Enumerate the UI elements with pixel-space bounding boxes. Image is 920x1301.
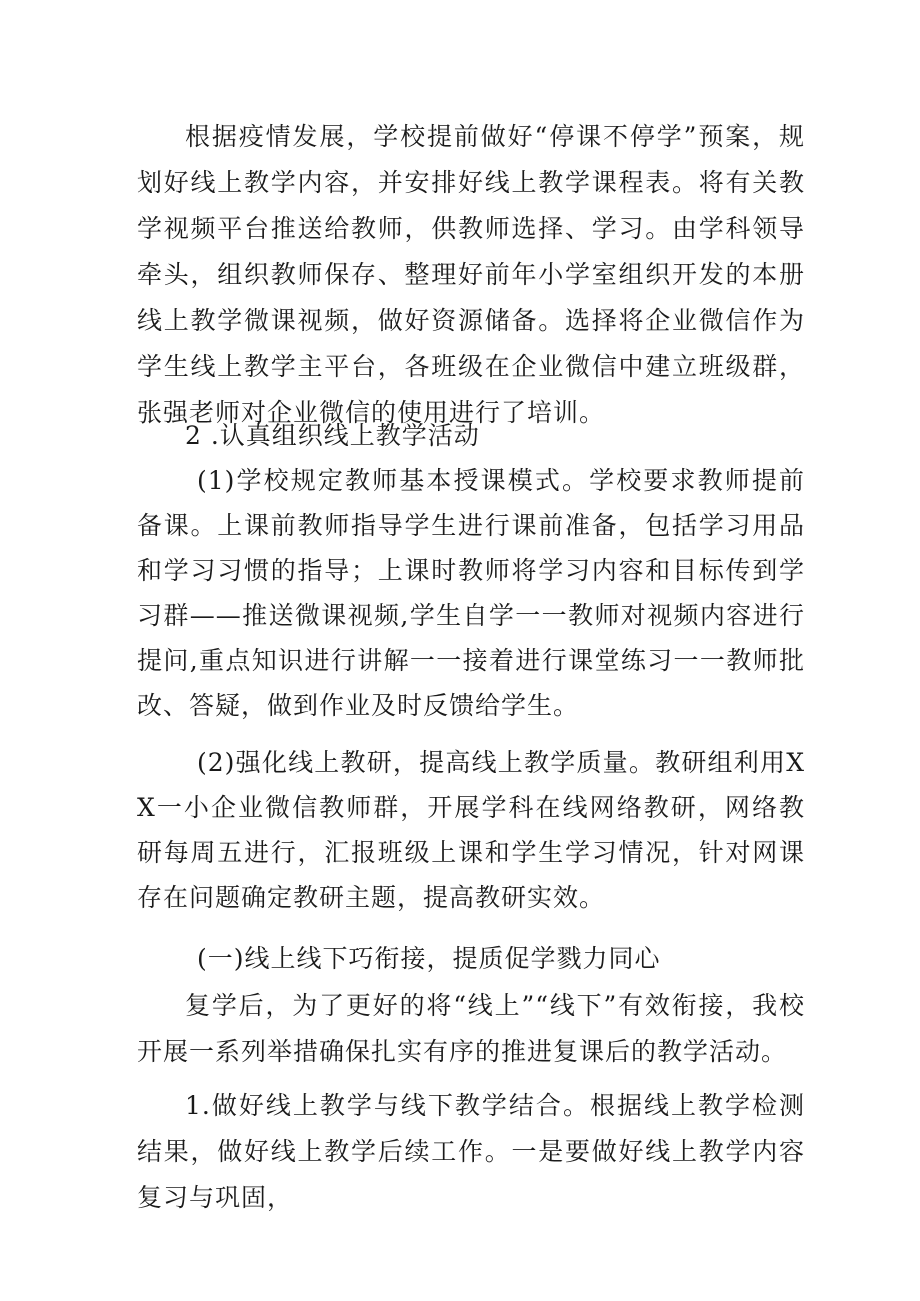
paragraph-teaching-mode: (1)学校规定教师基本授课模式。学校要求教师提前备课。上课前教师指导学生进行课前准备，包括学习用品和学习习惯的指导；上课时教师将学习内容和目标传到学习群——推送微课视频,学生自学一一教师对视频内容进行提问,重点知识进行讲解一一接着进行课堂练习一一教师批改、答疑，做到作业及时反馈给学生。 — [137, 466, 805, 720]
paragraph-combine-teaching: 1.做好线上教学与线下教学结合。根据线上教学检测结果，做好线上教学后续工作。一是要做好线上教学内容复习与巩固， — [137, 1091, 805, 1212]
paragraph-online-research: (2)强化线上教研，提高线上教学质量。教研组利用XX一小企业微信教师群，开展学科在线网络教研，网络教研每周五进行，汇报班级上课和学生学习情况，针对网课存在问题确定教研主题，提高教研实效。 — [137, 748, 805, 912]
paragraph-preparation: 根据疫情发展，学校提前做好“停课不停学”预案，规划好线上教学内容，并安排好线上教学课程表。将有关教学视频平台推送给教师，供教师选择、学习。由学科领导牵头，组织教师保存、整理好前年小学室组织开发的本册线上教学微课视频，做好资源储备。选择将企业微信作为学生线上教学主平台，各班级在企业微信中建立班级群，张强老师对企业微信的使用进行了培训。 — [137, 122, 805, 427]
paragraph-after-return: 复学后，为了更好的将“线上”“线下”有效衔接，我校开展一系列举措确保扎实有序的推进复课后的教学活动。 — [137, 991, 805, 1066]
heading-organize-online-teaching: 2 .认真组织线上教学活动 — [185, 421, 480, 450]
heading-online-offline-connection: (一)线上线下巧衔接，提质促学戮力同心 — [197, 944, 661, 973]
